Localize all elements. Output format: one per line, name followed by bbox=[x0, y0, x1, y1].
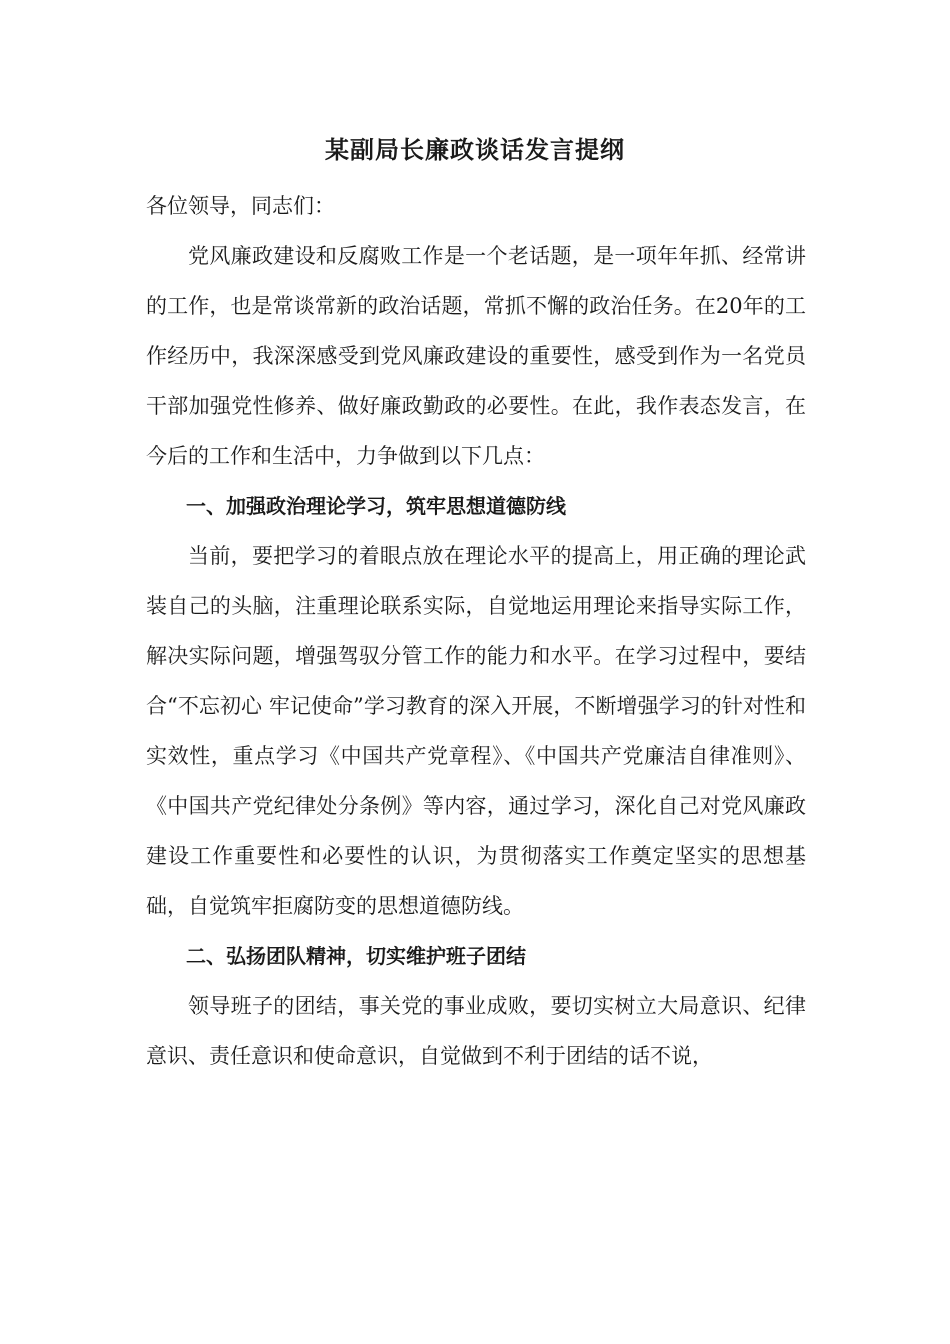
document-body bbox=[146, 181, 806, 1081]
section-1-heading: 一、加强政治理论学习，筑牢思想道德防线 bbox=[186, 494, 566, 518]
intro-paragraph: 党风廉政建设和反腐败工作是一个老话题，是一项年年抓、经常讲的工作，也是常谈常新的政治话题，常抓不懈的政治任务。在20年的工作经历中，我深深感受到党风廉政建设的重要性，感受到作为一名党员干部加强党性修养、做好廉政勤政的必要性。在此，我作表态发言，在今后的工作和生活中，力争做到以下几点： bbox=[146, 244, 806, 468]
salutation: 各位领导，同志们： bbox=[146, 194, 335, 218]
section-2-heading: 二、弘扬团队精神，切实维护班子团结 bbox=[186, 944, 526, 968]
section-1-paragraph: 当前，要把学习的着眼点放在理论水平的提高上，用正确的理论武装自己的头脑，注重理论联系实际，自觉地运用理论来指导实际工作，解决实际问题，增强驾驭分管工作的能力和水平。在学习过程中，要结合“不忘初心 牢记使命”学习教育的深入开展，不断增强学习的针对性和实效性，重点学习《中国共产党章程》、《中国共产党廉洁自律准则》、《中国共产党纪律处分条例》等内容，通过学习，深化自己对党风廉政建设工作重要性和必要性的认识，为贯彻落实工作奠定坚实的思想基础，自觉筑牢拒腐防变的思想道德防线。 bbox=[146, 544, 806, 918]
document-title: 某副局长廉政谈话发言提纲 bbox=[325, 135, 625, 164]
section-2-paragraph: 领导班子的团结，事关党的事业成败，要切实树立大局意识、纪律意识、责任意识和使命意识，自觉做到不利于团结的话不说， bbox=[146, 994, 806, 1068]
